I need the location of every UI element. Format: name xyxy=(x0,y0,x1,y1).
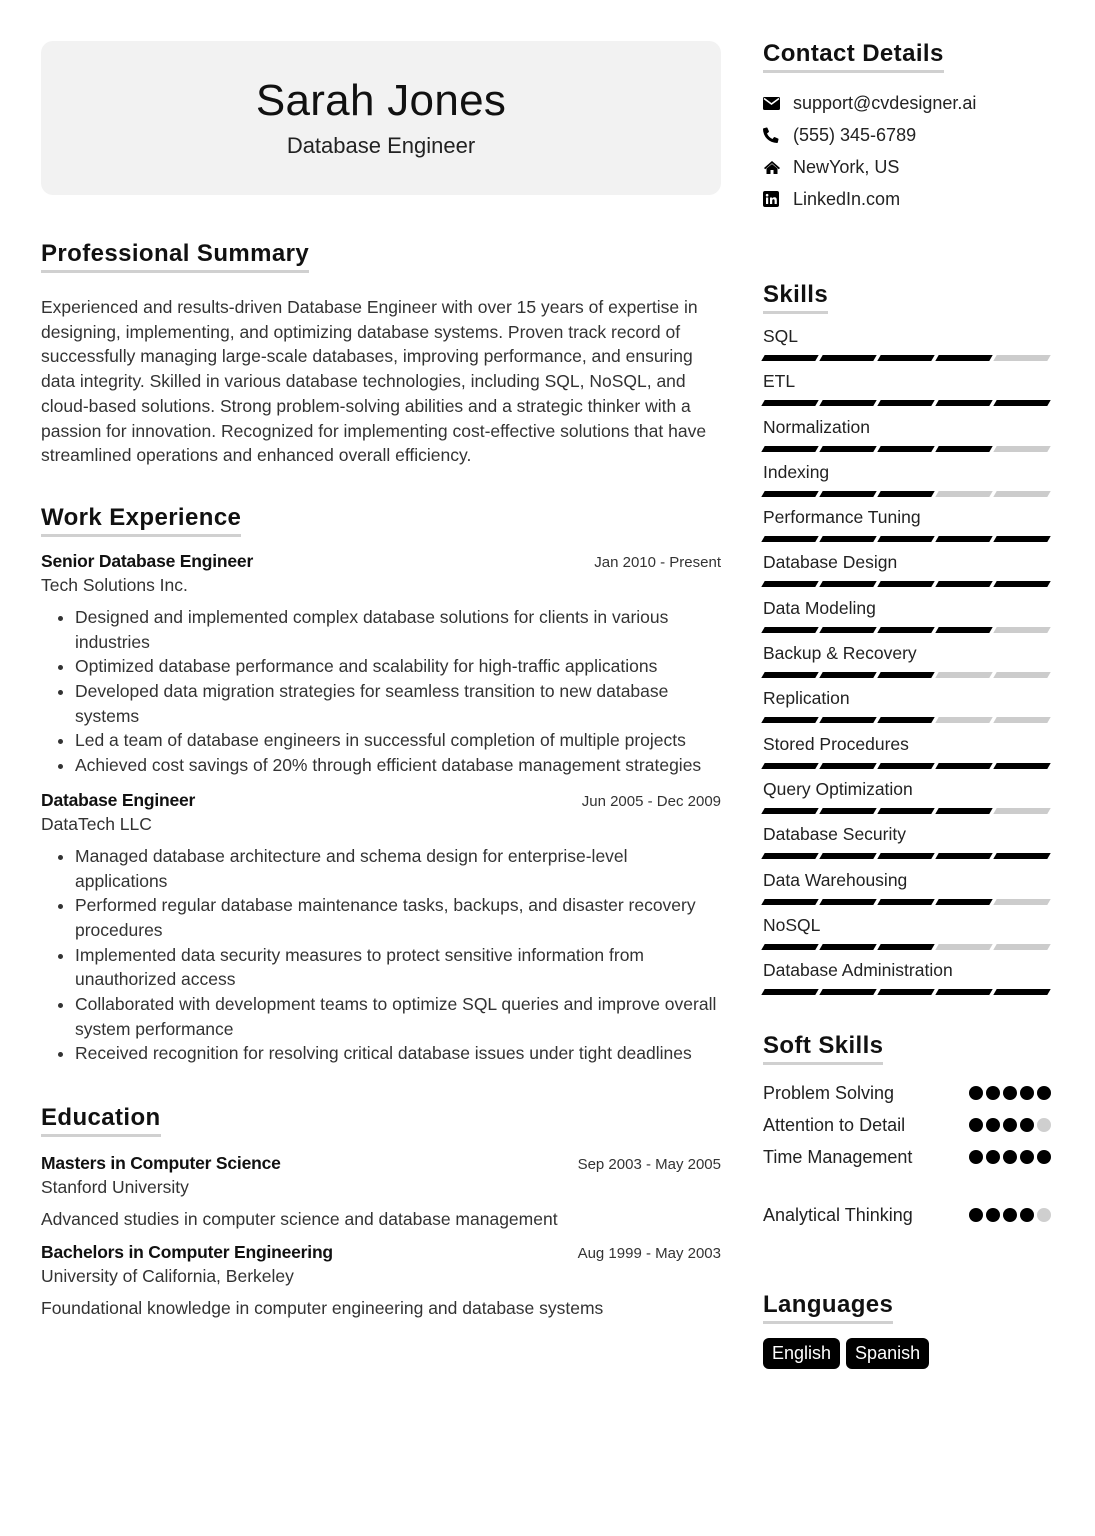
summary-section xyxy=(41,240,721,468)
job-company: Tech Solutions Inc. xyxy=(41,574,188,595)
education-section xyxy=(41,1104,721,1319)
skill-label: Data Warehousing xyxy=(763,869,908,890)
soft-skills-list xyxy=(763,1077,1053,1231)
section-title-experience: Work Experience xyxy=(41,504,241,537)
contact-email-text: support@cvdesigner.ai xyxy=(793,92,977,113)
skill-level-bar xyxy=(763,989,1053,995)
job-bullet: • Designed and implemented complex database solutions for clients in various industries xyxy=(75,605,721,654)
skill-level-bar xyxy=(763,717,1053,723)
skill-level-bar xyxy=(763,491,1053,497)
skill-level-segment xyxy=(819,717,876,723)
skill-level-segment xyxy=(993,989,1050,995)
skill-level-segment xyxy=(761,853,818,859)
skill-row xyxy=(763,551,1053,596)
skill-level-bar xyxy=(763,627,1053,633)
skills-list xyxy=(763,325,1053,1004)
soft-skill-label: Attention to Detail xyxy=(763,1114,906,1135)
education-entry xyxy=(41,1242,721,1319)
skill-level-segment xyxy=(877,536,934,542)
rating-dot xyxy=(1020,1086,1034,1100)
school: Stanford University xyxy=(41,1177,189,1198)
rating-dot xyxy=(986,1208,1000,1222)
skills-section xyxy=(763,281,1053,1004)
skill-level-segment xyxy=(819,581,876,587)
skill-level-segment xyxy=(877,355,934,361)
skill-level-segment xyxy=(819,627,876,633)
skill-level-segment xyxy=(993,400,1050,406)
skill-row xyxy=(763,461,1053,506)
skill-level-bar xyxy=(763,899,1053,905)
skill-level-segment xyxy=(761,763,818,769)
skill-row xyxy=(763,506,1053,551)
skill-label: Query Optimization xyxy=(763,778,913,799)
contact-location-text: NewYork, US xyxy=(793,156,900,177)
skill-label: Database Administration xyxy=(763,960,953,981)
soft-skill-label: Problem Solving xyxy=(763,1082,895,1103)
skill-level-segment xyxy=(761,717,818,723)
rating-dot xyxy=(986,1118,1000,1132)
job-title: Senior Database Engineer xyxy=(41,550,254,571)
contact-linkedin-text: LinkedIn.com xyxy=(793,188,901,209)
rating-dot xyxy=(969,1208,983,1222)
skill-level-segment xyxy=(935,581,992,587)
skill-level-segment xyxy=(761,899,818,905)
contact-location xyxy=(763,151,1053,183)
section-title-summary: Professional Summary xyxy=(41,240,309,273)
rating-dot xyxy=(1003,1118,1017,1132)
skill-level-segment xyxy=(935,763,992,769)
candidate-name: Sarah Jones xyxy=(255,75,507,125)
section-title-contact: Contact Details xyxy=(763,40,944,73)
skill-level-bar xyxy=(763,763,1053,769)
degree: Bachelors in Computer Engineering xyxy=(41,1242,333,1263)
skill-level-segment xyxy=(761,808,818,814)
skill-level-segment xyxy=(993,899,1050,905)
language-tag: Spanish xyxy=(846,1338,929,1369)
skill-level-bar xyxy=(763,400,1053,406)
job-bullet: • Implemented data security measures to protect sensitive information from unauthorized access xyxy=(75,943,721,992)
skill-level-segment xyxy=(819,763,876,769)
job-date: Jun 2005 - Dec 2009 xyxy=(581,792,721,810)
skill-level-segment xyxy=(993,355,1050,361)
skill-label: Database Security xyxy=(763,824,906,845)
rating-dot xyxy=(969,1150,983,1164)
soft-skills-section xyxy=(763,1032,1053,1231)
job-bullet: • Collaborated with development teams to optimize SQL queries and improve overall system performance xyxy=(75,992,721,1041)
section-title-soft-skills: Soft Skills xyxy=(763,1032,883,1065)
resume-header xyxy=(41,41,721,195)
skill-level-segment xyxy=(761,581,818,587)
soft-skill-label: Analytical Thinking xyxy=(763,1204,913,1225)
job-bullet: • Developed data migration strategies for seamless transition to new database systems xyxy=(75,679,721,728)
rating-dot xyxy=(1003,1208,1017,1222)
language-tags xyxy=(763,1338,1053,1369)
skill-label: ETL xyxy=(763,371,796,392)
skill-level-segment xyxy=(761,491,818,497)
skill-level-segment xyxy=(935,853,992,859)
rating-dot xyxy=(1037,1208,1051,1222)
skill-level-segment xyxy=(819,400,876,406)
skill-level-segment xyxy=(877,400,934,406)
job-date: Jan 2010 - Present xyxy=(594,553,721,571)
skill-row xyxy=(763,914,1053,959)
skill-label: Performance Tuning xyxy=(763,507,921,528)
skill-level-segment xyxy=(935,717,992,723)
skill-level-segment xyxy=(819,853,876,859)
contact-phone-text: (555) 345-6789 xyxy=(793,124,917,145)
languages-section xyxy=(763,1291,1053,1369)
skill-level-segment xyxy=(761,355,818,361)
skill-level-segment xyxy=(877,581,934,587)
phone-icon xyxy=(763,127,793,143)
rating-dot xyxy=(986,1150,1000,1164)
job-bullet: • Optimized database performance and scalability for high-traffic applications xyxy=(75,654,721,679)
rating-dot xyxy=(986,1086,1000,1100)
job-bullet: • Led a team of database engineers in successful completion of multiple projects xyxy=(75,728,721,753)
skill-level-segment xyxy=(993,491,1050,497)
skill-level-segment xyxy=(935,536,992,542)
skill-label: Backup & Recovery xyxy=(763,643,917,664)
skill-level-segment xyxy=(935,808,992,814)
skill-level-segment xyxy=(993,808,1050,814)
skill-row xyxy=(763,959,1053,1004)
skill-label: NoSQL xyxy=(763,914,821,935)
skill-label: Replication xyxy=(763,688,850,709)
skill-level-bar xyxy=(763,536,1053,542)
skill-level-segment xyxy=(819,944,876,950)
skill-level-segment xyxy=(819,899,876,905)
skill-level-segment xyxy=(877,763,934,769)
rating-dot xyxy=(1037,1086,1051,1100)
skill-level-segment xyxy=(819,989,876,995)
skill-level-segment xyxy=(993,763,1050,769)
rating-dots xyxy=(969,1150,1051,1164)
job-bullet: • Managed database architecture and schema design for enterprise-level applications xyxy=(75,844,721,893)
skill-level-segment xyxy=(877,446,934,452)
envelope-icon xyxy=(763,97,793,110)
skill-level-segment xyxy=(819,491,876,497)
skill-level-bar xyxy=(763,355,1053,361)
skill-level-segment xyxy=(877,808,934,814)
skill-level-segment xyxy=(935,491,992,497)
rating-dots xyxy=(969,1208,1051,1222)
skill-level-segment xyxy=(819,355,876,361)
education-description: Foundational knowledge in computer engineering and database systems xyxy=(41,1298,604,1319)
skill-level-segment xyxy=(761,672,818,678)
skill-level-segment xyxy=(935,446,992,452)
soft-skill-row xyxy=(763,1199,1053,1231)
skill-level-segment xyxy=(819,536,876,542)
skill-level-segment xyxy=(993,944,1050,950)
skill-level-segment xyxy=(819,808,876,814)
skill-row xyxy=(763,325,1053,370)
contact-section xyxy=(763,40,1053,215)
skill-level-segment xyxy=(761,400,818,406)
skill-level-bar xyxy=(763,581,1053,587)
skill-row xyxy=(763,597,1053,642)
skill-level-segment xyxy=(877,944,934,950)
rating-dot xyxy=(1037,1150,1051,1164)
skill-level-segment xyxy=(819,672,876,678)
skill-level-segment xyxy=(935,899,992,905)
school: University of California, Berkeley xyxy=(41,1266,294,1287)
rating-dots xyxy=(969,1086,1051,1100)
skill-level-segment xyxy=(935,627,992,633)
home-icon xyxy=(763,160,793,174)
soft-skill-row xyxy=(763,1109,1053,1141)
job-entry xyxy=(41,551,721,778)
skill-level-segment xyxy=(877,899,934,905)
rating-dot xyxy=(1037,1118,1051,1132)
skill-level-segment xyxy=(935,400,992,406)
contact-linkedin[interactable] xyxy=(763,183,1053,215)
contact-phone[interactable] xyxy=(763,119,1053,151)
linkedin-icon xyxy=(763,191,793,207)
skill-level-segment xyxy=(761,627,818,633)
skill-row xyxy=(763,823,1053,868)
skill-label: Normalization xyxy=(763,416,870,437)
language-tag: English xyxy=(763,1338,840,1369)
soft-skill-row xyxy=(763,1077,1053,1109)
skill-row xyxy=(763,642,1053,687)
job-company: DataTech LLC xyxy=(41,813,152,834)
summary-text: Experienced and results-driven Database Engineer with over 15 years of expertise in designing, implementing, and optimizing database systems. Proven track record of successfully managing large-scale databases, improving performance, and ensuring data integrity. Skilled in various database technologies, including SQL, NoSQL, and cloud-based solutions. Strong problem-solving abilities and a strategic thinker with a passion for innovation. Recognized for implementing cost-effective solutions that have streamlined operations and enhanced overall efficiency. xyxy=(41,297,707,466)
education-entry xyxy=(41,1153,721,1230)
skill-label: Stored Procedures xyxy=(763,733,909,754)
skill-level-segment xyxy=(877,989,934,995)
skill-level-segment xyxy=(993,853,1050,859)
rating-dot xyxy=(969,1086,983,1100)
job-bullet: • Performed regular database maintenance tasks, backups, and disaster recovery procedures xyxy=(75,893,721,942)
experience-section xyxy=(41,504,721,1066)
rating-dot xyxy=(1020,1208,1034,1222)
skill-row xyxy=(763,416,1053,461)
skill-level-segment xyxy=(993,581,1050,587)
rating-dot xyxy=(1020,1150,1034,1164)
skill-level-segment xyxy=(761,944,818,950)
section-title-languages: Languages xyxy=(763,1291,893,1324)
skill-row xyxy=(763,869,1053,914)
job-bullet: • Achieved cost savings of 20% through efficient database management strategies xyxy=(75,753,721,778)
skill-level-segment xyxy=(877,717,934,723)
skill-level-segment xyxy=(993,717,1050,723)
skill-level-bar xyxy=(763,672,1053,678)
skill-row xyxy=(763,778,1053,823)
rating-dot xyxy=(1020,1118,1034,1132)
job-bullets xyxy=(41,605,721,778)
rating-dots xyxy=(969,1118,1051,1132)
skill-level-segment xyxy=(877,672,934,678)
skill-level-segment xyxy=(935,672,992,678)
section-title-skills: Skills xyxy=(763,281,828,314)
skill-level-segment xyxy=(993,536,1050,542)
skill-level-segment xyxy=(761,446,818,452)
skill-level-bar xyxy=(763,853,1053,859)
education-date: Aug 1999 - May 2003 xyxy=(577,1245,721,1263)
job-bullet: • Received recognition for resolving critical database issues under tight deadlines xyxy=(75,1041,721,1066)
skill-label: Data Modeling xyxy=(763,597,876,618)
rating-dot xyxy=(1003,1086,1017,1100)
candidate-title: Database Engineer xyxy=(286,133,476,159)
skill-row xyxy=(763,370,1053,415)
section-title-education: Education xyxy=(41,1104,161,1137)
skill-level-segment xyxy=(819,446,876,452)
skill-level-segment xyxy=(877,853,934,859)
skill-label: SQL xyxy=(763,326,799,346)
education-date: Sep 2003 - May 2005 xyxy=(577,1156,721,1174)
main-column xyxy=(41,41,721,1319)
job-entry xyxy=(41,790,721,1066)
skill-level-segment xyxy=(761,536,818,542)
skill-label: Database Design xyxy=(763,552,898,573)
job-title: Database Engineer xyxy=(41,789,196,810)
rating-dot xyxy=(1003,1150,1017,1164)
skill-row xyxy=(763,733,1053,778)
skill-level-segment xyxy=(993,627,1050,633)
skill-level-segment xyxy=(935,944,992,950)
job-bullets xyxy=(41,844,721,1066)
skill-row xyxy=(763,687,1053,732)
education-description: Advanced studies in computer science and database management xyxy=(41,1209,558,1230)
skill-level-segment xyxy=(935,355,992,361)
skill-level-segment xyxy=(935,989,992,995)
skill-level-bar xyxy=(763,446,1053,452)
degree: Masters in Computer Science xyxy=(41,1153,281,1174)
skill-level-segment xyxy=(877,627,934,633)
skill-label: Indexing xyxy=(763,461,830,482)
skill-level-segment xyxy=(877,491,934,497)
soft-skill-label: Time Management xyxy=(763,1146,913,1167)
rating-dot xyxy=(969,1118,983,1132)
skill-level-segment xyxy=(761,989,818,995)
soft-skill-row xyxy=(763,1141,1053,1173)
skill-level-segment xyxy=(993,446,1050,452)
skill-level-segment xyxy=(993,672,1050,678)
skill-level-bar xyxy=(763,944,1053,950)
skill-level-bar xyxy=(763,808,1053,814)
contact-email[interactable] xyxy=(763,87,1053,119)
sidebar-column xyxy=(763,40,1053,1369)
